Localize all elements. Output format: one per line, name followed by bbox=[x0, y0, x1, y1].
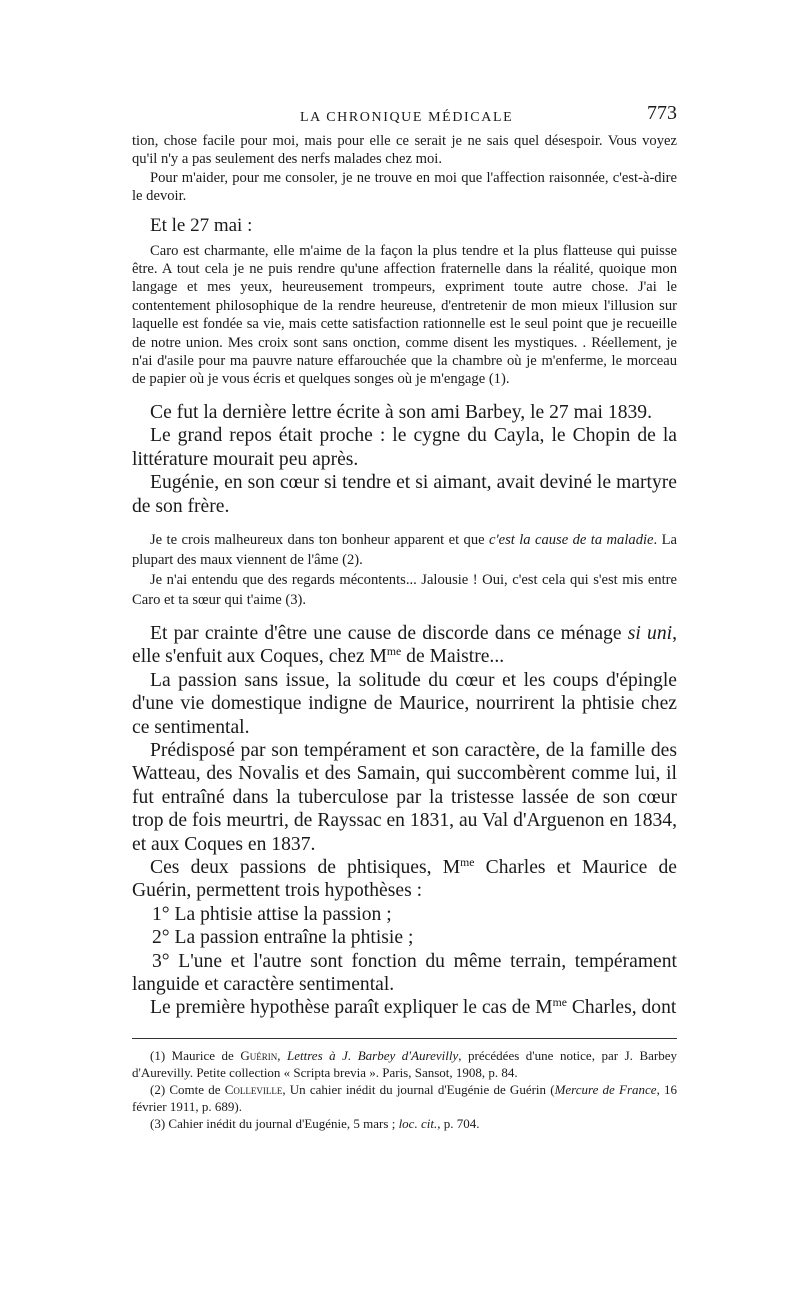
narrative-block bbox=[132, 622, 677, 1020]
page-header bbox=[132, 96, 677, 132]
footnote: (3) Cahier inédit du journal d'Eugénie, 5 mars ; loc. cit., p. 704. bbox=[150, 1115, 480, 1131]
paragraph: tion, chose facile pour moi, mais pour elle ce serait je ne sais quel désespoir. Vous voyez qu'il n'y a pas seulement des nerfs malades chez moi. bbox=[132, 133, 677, 168]
running-title: LA CHRONIQUE MÉDICALE bbox=[300, 110, 514, 125]
hypothesis-item: 1° La phtisie attise la passion ; bbox=[152, 903, 392, 925]
paragraph: Et par crainte d'être une cause de discorde dans ce ménage si uni, elle s'enfuit aux Coques, chez $M^{me}$ de Maistre... bbox=[132, 622, 677, 668]
narrative-block bbox=[132, 401, 677, 518]
footnotes bbox=[132, 1047, 677, 1132]
paragraph: Prédisposé par son tempérament et son caractère, de la famille des Watteau, des Novalis et des Samain, qui succombèrent comme lui, il fut entraîné dans la tuberculose par la tristesse lassée de son cœur trop de fois meurtri, de Rayssac en 1831, au Val d'Arguenon en 1834, et aux Coques en 1837. bbox=[132, 739, 677, 855]
quote: Je te crois malheureux dans ton bonheur apparent et que c'est la cause de ta maladie. La plupart des maux viennent de l'âme (2). bbox=[132, 531, 677, 568]
footnote: (1) Maurice de Guérin, Lettres à J. Barbey d'Aurevilly, précédées d'une notice, par J. Barbey d'Aurevilly. Petite collection « Scripta brevia ». Paris, Sansot, 1908, p. 84. bbox=[132, 1047, 677, 1080]
footnote: (2) Comte de Colleville, Un cahier inédit du journal d'Eugénie de Guérin (Mercure de France, 16 février 1911, p. 689). bbox=[132, 1081, 678, 1114]
paragraph: Le première hypothèse paraît expliquer le cas de $M^{me}$ Charles, dont bbox=[150, 996, 677, 1019]
hypothesis-item: 3° L'une et l'autre sont fonction du même terrain, tempérament languide et caractère sentimental. bbox=[132, 950, 677, 995]
paragraph: Ce fut la dernière lettre écrite à son ami Barbey, le 27 mai 1839. bbox=[150, 401, 652, 423]
page-number: 773 bbox=[647, 102, 677, 124]
paragraph: Eugénie, en son cœur si tendre et si aimant, avait deviné le martyre de son frère. bbox=[132, 472, 677, 517]
paragraph: La passion sans issue, la solitude du cœur et les coups d'épingle d'une vie domestique indigne de Maurice, nourrirent la phtisie chez ce sentimental. bbox=[132, 669, 677, 738]
paragraph: Pour m'aider, pour me consoler, je ne trouve en moi que l'affection raisonnée, c'est-à-dire le devoir. bbox=[132, 169, 677, 205]
footnote-divider bbox=[132, 1038, 677, 1039]
letter-excerpt bbox=[132, 132, 677, 206]
paragraph: Le grand repos était proche : le cygne du Cayla, le Chopin de la littérature mourait peu après. bbox=[132, 425, 677, 470]
eugenie-quotes bbox=[132, 530, 677, 610]
book-page bbox=[132, 96, 677, 1132]
hypothesis-item: 2° La passion entraîne la phtisie ; bbox=[152, 927, 414, 949]
quote: Je n'ai entendu que des regards mécontents... Jalousie ! Oui, c'est cela qui s'est mis entre Caro et ta sœur qui t'aime (3). bbox=[132, 571, 677, 608]
quoted-letter: Caro est charmante, elle m'aime de la façon la plus tendre et la plus flatteuse qui puisse être. A tout cela je ne puis rendre qu'une affection fraternelle dans la réalité, quoique mon langage et mes yeux, heureusement trompeurs, expriment toute autre chose. J'ai le contentement philosophique de la rendre heureuse, d'entretenir de mon mieux l'illusion sur laquelle est fondée sa vie, mais cette satisfaction rationnelle est le seul point que je recueille de notre union. Mes croix sont sans onction, comme disent les mystiques. . Réellement, je n'ai d'asile pour ma pauvre nature effarouchée que la chambre où je m'enferme, le morceau de papier où je vous écris et quelques songes où je m'engage (1). bbox=[132, 242, 677, 388]
section-subheading: Et le 27 mai : bbox=[150, 214, 253, 236]
paragraph: Ces deux passions de phtisiques, $M^{me}$ Charles et Maurice de Guérin, permettent trois hypothèses : bbox=[132, 855, 678, 902]
